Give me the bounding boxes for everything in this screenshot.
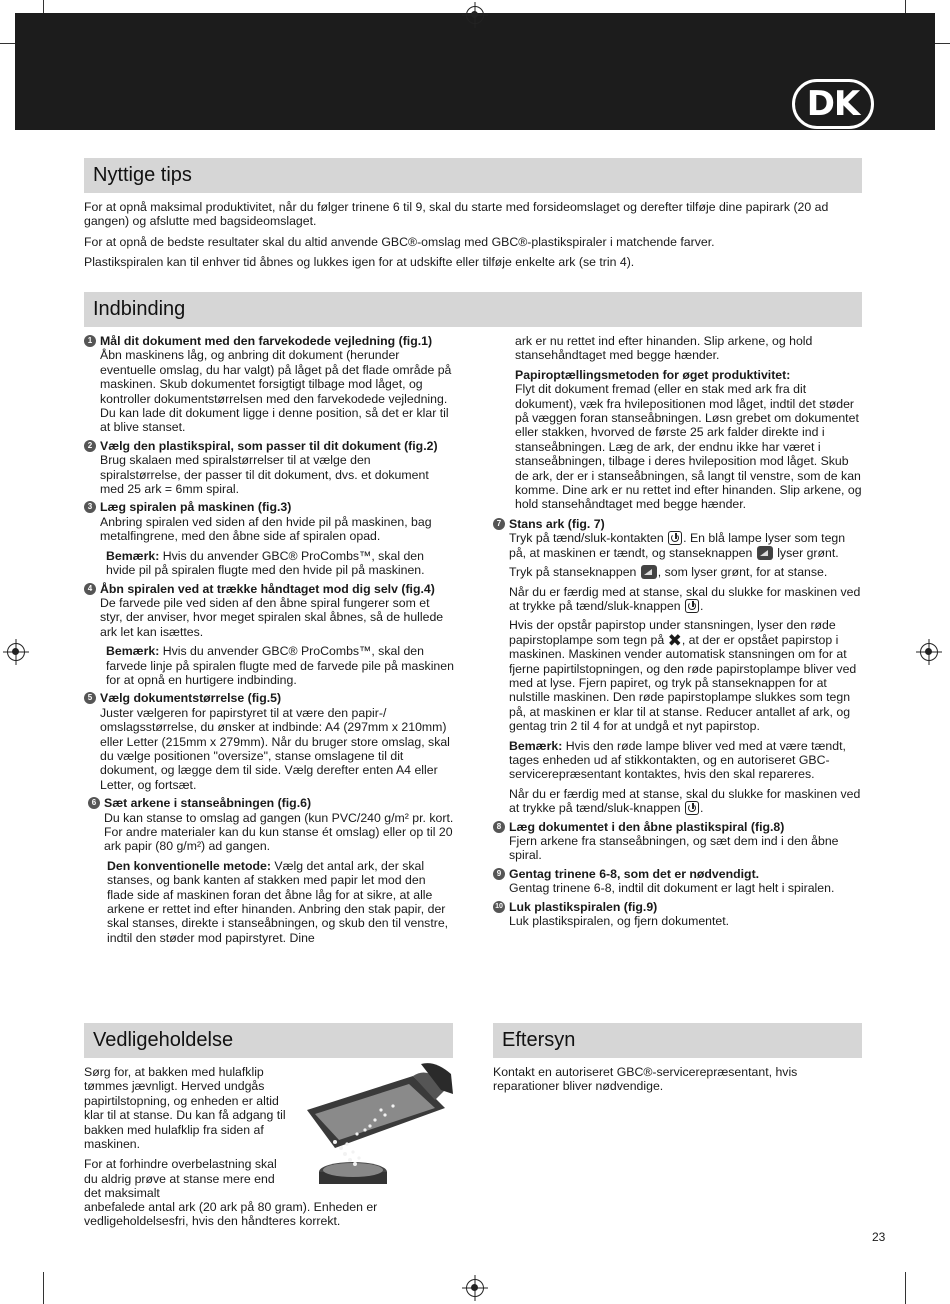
note-label: Bemærk: [509, 738, 563, 753]
crop-mark [905, 1272, 906, 1304]
step-text: Du kan stanse to omslag ad gangen (kun PVC/240 g/m² pr. kort. For andre materialer kan du kun stanse ét omslag) eller op til 20 ark papir (80 g/m²) ad gangen. [104, 810, 454, 854]
step-text: Når du er færdig med at stanse, skal du slukke for maskinen ved at trykke på tænd/sluk-knappen [509, 584, 861, 613]
note-label: Bemærk: [106, 644, 160, 659]
step-number: 7 [493, 518, 505, 530]
section-heading-binding: Indbinding [84, 292, 862, 327]
chip-tray-illustration [295, 1060, 455, 1185]
step-text: Åbn maskinens låg, og anbring dit dokument (herunder eventuelle omslag, du har valgt) på låget på det flade område på maskinen. Skub dokumentet forsigtigt tilbage mod låget, og kontroller dokumentstørrelsen med den farvekodede vejledning. Du kan lade dit dokument ligge i denne position, så det er klar til at blive stanset. [100, 348, 452, 435]
step-title: Læg spiralen på maskinen (fig.3) [100, 500, 292, 515]
maintenance-body-cont [84, 1200, 454, 1235]
step-text: Tryk på stanseknappen [509, 565, 640, 580]
note-text: Hvis den røde lampe bliver ved med at være tændt, tages enheden ud af stikkontakten, og en autoriseret GBC-servicerepræsentant kontaktes, hvis den skal repareres. [509, 738, 846, 782]
binding-left-column [84, 334, 454, 949]
step-text: lyser grønt. [773, 545, 839, 560]
step-number: 1 [84, 335, 96, 347]
step-text: Fjern arkene fra stanseåbningen, og sæt dem ind i den åbne spiral. [509, 834, 839, 863]
step-title: Luk plastikspiralen (fig.9) [509, 899, 658, 914]
step-text: De farvede pile ved siden af den åbne spiral fungerer som et styr, der anviser, hvor meget spiralen skal åbnes, så de hullede ark let kan isættes. [100, 595, 444, 639]
step-title: Læg dokumentet i den åbne plastikspiral (fig.8) [509, 819, 785, 834]
step-5 [84, 691, 454, 792]
punch-button-icon [757, 546, 773, 560]
tips-paragraph: For at opnå de bedste resultater skal du altid anvende GBC®-omslag med GBC®-plastikspiraler i matchende farver. [84, 234, 715, 249]
punch-button-icon [641, 565, 657, 579]
step-1 [84, 334, 454, 435]
continued-text-block [493, 334, 863, 512]
section-heading-service: Eftersyn [493, 1023, 862, 1058]
tips-paragraph: Plastikspiralen kan til enhver tid åbnes og lukkes igen for at udskifte eller tilføje enkelte ark (se trin 4). [84, 255, 635, 270]
step-9 [493, 867, 863, 896]
maintenance-paragraph: For at forhindre overbelastning skal du aldrig prøve at stanse mere end det maksimalt [84, 1157, 277, 1201]
step-number: 4 [84, 583, 96, 595]
step-6 [84, 796, 454, 945]
power-icon [685, 801, 699, 815]
step-text: . [700, 598, 704, 613]
step-number: 10 [493, 901, 505, 913]
step-title: Sæt arkene i stanseåbningen (fig.6) [104, 796, 312, 811]
step-text: Gentag trinene 6-8, indtil dit dokument er lagt helt i spiralen. [509, 881, 835, 896]
step-text: Juster vælgeren for papirstyret til at være den papir-/ omslagsstørrelse, du ønsker at indbinde: A4 (297mm x 210mm) eller Letter (215mm x 279mm). Når du bruger store omslag, skal du vælge positionen "oversize", stanse omslagene til dit dokument, og lægge dem til side. Vælg derefter enten A4 eller Letter, og fortsæt. [100, 705, 450, 792]
tips-paragraph: For at opnå maksimal produktivitet, når du følger trinene 6 til 9, skal du starte med forsideomslaget og derefter tilføje dine papirark (20 ad gangen) og afslutte med bagsideomslaget. [84, 200, 829, 229]
step-number: 5 [84, 692, 96, 704]
tips-body [84, 200, 862, 276]
step-number: 8 [493, 821, 505, 833]
step-note [509, 739, 863, 782]
step-note [100, 549, 454, 578]
step-4 [84, 582, 454, 688]
note-text: Hvis du anvender GBC® ProCombs™, skal den farvede linje på spiralen flugte med de farvede pile på maskinen for at opnå en hurtigere indbinding. [106, 644, 454, 687]
step-note [104, 859, 454, 945]
power-icon [685, 599, 699, 613]
count-method-text: Flyt dit dokument fremad (eller en stak med ark fra dit dokument), væk fra hvilepositionen mod låget, indtil det støder på væggen foran stanseåbningen. Løsn grebet om dokumentet eller stakken, hvorved de første 25 ark falder direkte ind i stanseåbningen. Læg de ark, der endnu ikke har været i stanseåbningen, tilbage i deres hvileposition mod låget. Skub de ark, der er i stanseåbningen, så langt til venstre, som de kan komme. Dine ark er nu rettet ind efter hinanden. Slip arkene, og hold stansehåndtaget med begge hænder. [515, 382, 862, 512]
power-icon [668, 531, 682, 545]
crop-mark [43, 1272, 44, 1304]
page-number: 23 [872, 1230, 886, 1244]
continued-text: ark er nu rettet ind efter hinanden. Slip arkene, og hold stansehåndtaget med begge hænder. [515, 334, 813, 363]
paper-jam-icon: ✖ [667, 630, 682, 650]
note-text: Hvis du anvender GBC® ProCombs™, skal den hvide pil på spiralen flugte med den hvide pil på maskinen. [106, 548, 425, 578]
binding-right-column [493, 334, 863, 932]
step-title: Vælg den plastikspiral, som passer til dit dokument (fig.2) [100, 438, 438, 453]
maintenance-paragraph: anbefalede antal ark (20 ark på 80 gram). Enheden er vedligeholdelsesfri, hvis den håndteres korrekt. [84, 1200, 378, 1229]
step-2 [84, 439, 454, 497]
step-7 [493, 517, 863, 816]
step-title: Mål dit dokument med den farvekodede vejledning (fig.1) [100, 334, 433, 348]
note-label: Den konventionelle metode: [107, 858, 271, 873]
step-title: Gentag trinene 6-8, som det er nødvendigt. [509, 866, 760, 881]
step-3 [84, 500, 454, 577]
step-number: 9 [493, 868, 505, 880]
maintenance-paragraph: Sørg for, at bakken med hulafklip tømmes jævnligt. Herved undgås papirtilstopning, og enheden er altid klar til at stanse. Du kan få adgang til bakken med hulafklip fra siden af maskinen. [84, 1065, 286, 1152]
language-badge: DK [792, 79, 874, 129]
step-number: 2 [84, 440, 96, 452]
count-method-title: Papiroptællingsmetoden for øget produktivitet: [515, 367, 791, 382]
service-body: Kontakt en autoriseret GBC®-servicerepræsentant, hvis reparationer bliver nødvendige. [493, 1065, 798, 1094]
step-number: 6 [88, 797, 100, 809]
step-text: . [700, 801, 704, 816]
step-10 [493, 900, 863, 929]
registration-mark-icon [466, 6, 484, 24]
step-8 [493, 820, 863, 863]
section-heading-maintenance: Vedligeholdelse [84, 1023, 453, 1058]
step-text: , som lyser grønt, for at stanse. [657, 565, 828, 580]
maintenance-body [84, 1065, 289, 1201]
note-label: Bemærk: [106, 548, 160, 563]
registration-mark-icon [7, 643, 25, 661]
header-banner [15, 13, 935, 130]
registration-mark-icon [920, 643, 938, 661]
step-text: Brug skalaen med spiralstørrelser til at vælge den spiralstørrelse, der passer til dit dokument, dvs. et dokument med 25 ark = 6mm spiral. [100, 453, 429, 497]
registration-mark-icon [466, 1279, 484, 1297]
step-text: . En blå lampe lyser som tegn på, at maskinen er tændt, og stanseknappen [509, 531, 846, 560]
step-text: Luk plastikspiralen, og fjern dokumentet. [509, 914, 730, 929]
section-heading-tips: Nyttige tips [84, 158, 862, 193]
step-text: Tryk på tænd/sluk-kontakten [509, 531, 668, 546]
step-text: Anbring spiralen ved siden af den hvide pil på maskinen, bag metalfingrene, med den åbne side af spiralen opad. [100, 514, 432, 544]
step-title: Stans ark (fig. 7) [509, 516, 605, 531]
step-title: Vælg dokumentstørrelse (fig.5) [100, 691, 282, 706]
step-number: 3 [84, 501, 96, 513]
step-text: Når du er færdig med at stanse, skal du slukke for maskinen ved at trykke på tænd/sluk-knappen [509, 786, 861, 816]
step-note [100, 644, 454, 687]
step-title: Åbn spiralen ved at trække håndtaget mod dig selv (fig.4) [100, 581, 435, 596]
note-text: Vælg det antal ark, der skal stanses, og bank kanten af stakken med papir let mod den flade side af maskinen foran det åbne låg for at sikre, at alle arkene er rettet ind efter hinanden. Anbring den stak papir, der skal stanses, direkte i stanseåbningen, og skub den til venstre, indtil den støder mod papirstyret. Dine [107, 858, 449, 945]
step-text: Hvis der opstår papirstop under stansningen, lyser den røde papirstoplampe som tegn på [509, 618, 836, 647]
step-text: , at der er opstået papirstop i maskinen. Maskinen vender automatisk stansningen om for at fjerne papirtilstopningen, og den røde papirstoplampe bliver ved med at lyse. Fjern papiret, og tryk på stanseknappen for at nulstille maskinen. Den røde papirstoplampe slukkes som tegn på, at maskinen er klar til at stanse. Reducer antallet af ark, og gentag trin 2 til 4 for at undgå et nyt papirstop. [509, 632, 857, 734]
